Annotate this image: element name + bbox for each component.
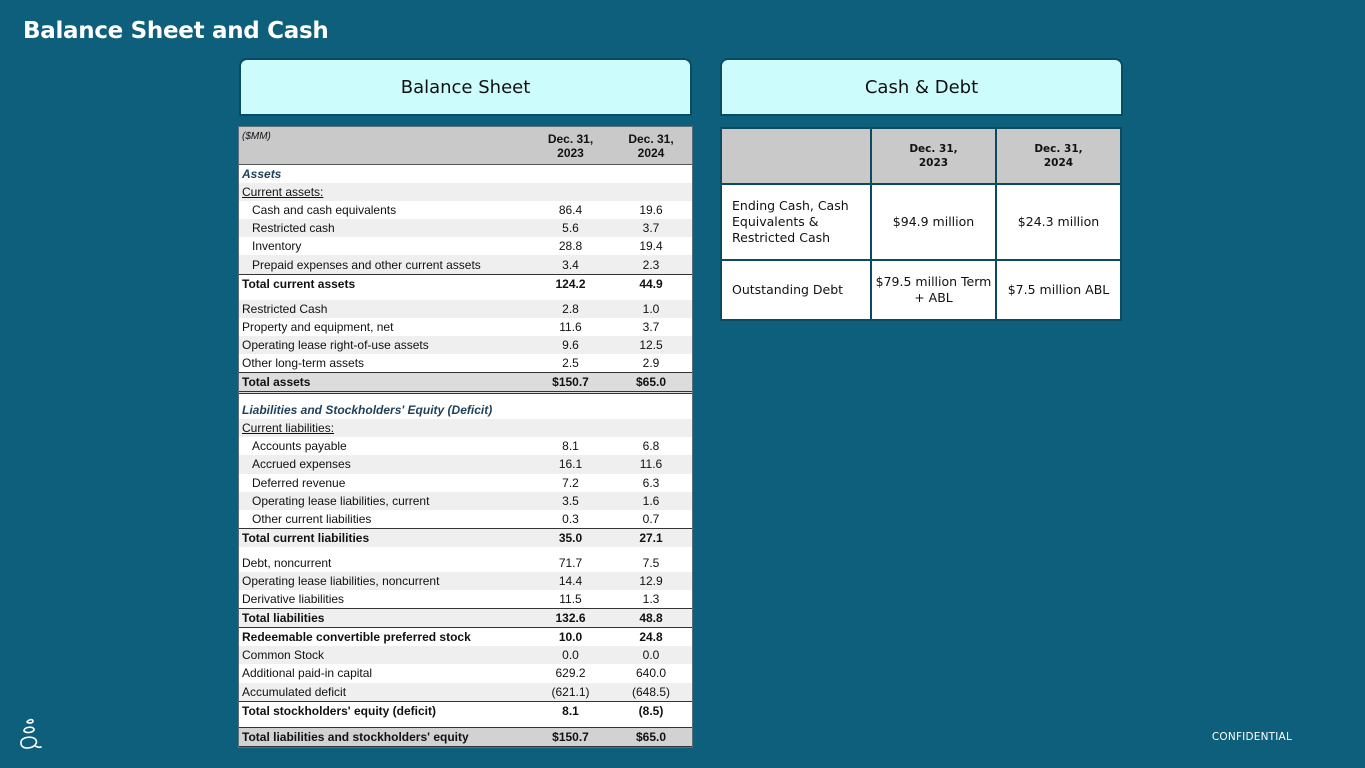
- confidential-label: CONFIDENTIAL: [1211, 731, 1292, 743]
- table-row: [721, 184, 1121, 260]
- value-2023: 3.4: [531, 255, 610, 274]
- table-row: [239, 419, 692, 437]
- table-row: [239, 201, 692, 219]
- value-2023: 124.2: [531, 274, 610, 293]
- value-2024: 12.9: [610, 572, 692, 590]
- value-2023: 71.7: [558, 555, 583, 570]
- row-label: Outstanding Debt: [721, 260, 871, 320]
- value-2024: $7.5 million ABL: [996, 260, 1121, 320]
- total-row: [239, 373, 692, 393]
- cash-debt-table: [720, 127, 1122, 321]
- stacked-stones-logo-icon: [17, 716, 43, 752]
- column-header-2024: Dec. 31, 2024: [996, 128, 1121, 184]
- row-label-text: Operating lease liabilities, current: [252, 493, 430, 508]
- row-label-text: Total stockholders' equity (deficit): [242, 703, 436, 718]
- value-2023: 132.6: [531, 609, 610, 628]
- row-label-text: Other long-term assets: [242, 355, 365, 370]
- row-label: [239, 646, 531, 664]
- value-2024: 2.3: [610, 255, 692, 274]
- row-label: [239, 727, 531, 746]
- empty-header-cell: [721, 128, 871, 184]
- table-row: [239, 492, 692, 510]
- row-label-text: Common Stock: [242, 648, 325, 663]
- cash-debt-header-row: [721, 128, 1121, 184]
- row-label: [239, 318, 531, 336]
- row-label: [239, 373, 531, 393]
- table-row: [239, 455, 692, 473]
- table-row: [239, 646, 692, 664]
- table-row: [239, 300, 692, 318]
- value-2024: (8.5): [610, 701, 692, 720]
- value-2024: [610, 183, 692, 201]
- value-2024: 27.1: [610, 528, 692, 547]
- table-row: [239, 683, 692, 702]
- row-label: [239, 590, 531, 609]
- value-2023: 11.6: [559, 319, 582, 334]
- table-row: [239, 237, 692, 255]
- row-label-text: Debt, noncurrent: [242, 555, 332, 570]
- value-2024: 6.3: [642, 475, 660, 490]
- row-label-text: Operating lease right-of-use assets: [242, 337, 429, 352]
- total-row: [239, 727, 692, 746]
- value-2024: 3.7: [642, 319, 660, 334]
- column-header-2023: Dec. 31, 2023: [531, 127, 610, 165]
- row-label-text: Total current liabilities: [242, 530, 370, 545]
- value-2023: 28.8: [558, 239, 583, 254]
- row-label-text: Prepaid expenses and other current assets: [252, 257, 481, 272]
- row-label: [239, 237, 531, 255]
- value-2023: [531, 401, 610, 419]
- row-label-text: Cash and cash equivalents: [252, 203, 397, 218]
- value-2024: 2.9: [642, 355, 660, 370]
- column-header-2023: Dec. 31, 2023: [871, 128, 996, 184]
- total-row: [239, 274, 692, 293]
- value-2024: 12.5: [610, 336, 692, 354]
- value-2023: 0.0: [531, 646, 610, 664]
- row-label: [239, 474, 531, 492]
- row-label-text: Restricted cash: [252, 221, 335, 236]
- row-label-text: Other current liabilities: [252, 511, 372, 526]
- value-2023: 16.1: [531, 455, 610, 473]
- row-label: [239, 510, 531, 529]
- value-2024: [610, 419, 692, 437]
- row-label: [239, 165, 531, 184]
- value-2023: 14.4: [531, 572, 610, 590]
- row-label: Ending Cash, Cash Equivalents & Restricted Cash: [721, 184, 871, 260]
- row-label: [239, 437, 531, 455]
- cash-debt-header: Cash & Debt: [720, 58, 1123, 116]
- balance-sheet-header-row: [239, 127, 692, 165]
- row-label: [239, 628, 531, 647]
- table-row: [239, 354, 692, 373]
- value-2024: [610, 165, 692, 184]
- row-label: [239, 219, 531, 237]
- value-2023: (621.1): [531, 683, 610, 702]
- row-label: [239, 354, 531, 373]
- row-label: [239, 274, 531, 293]
- row-label-text: Current liabilities:: [242, 421, 335, 436]
- table-row: [239, 318, 692, 336]
- table-row: [239, 664, 692, 682]
- value-2024: 44.9: [610, 274, 692, 293]
- value-2024: 640.0: [635, 666, 667, 681]
- value-2023: [531, 183, 610, 201]
- value-2023: 86.4: [558, 203, 583, 218]
- table-row: [239, 255, 692, 274]
- total-row: [239, 701, 692, 720]
- row-label-text: Accumulated deficit: [242, 684, 347, 699]
- value-2024: 1.6: [610, 492, 692, 510]
- total-row: [239, 528, 692, 547]
- row-label-text: Additional paid-in capital: [242, 666, 373, 681]
- row-label: [239, 528, 531, 547]
- value-2024: (648.5): [610, 683, 692, 702]
- unit-label: ($MM): [239, 127, 531, 165]
- row-label: [239, 300, 531, 318]
- table-row: [239, 572, 692, 590]
- row-label-text: Accrued expenses: [252, 457, 351, 472]
- value-2024: 0.0: [610, 646, 692, 664]
- value-2023: $79.5 million Term + ABL: [871, 260, 996, 320]
- row-label: [239, 183, 531, 201]
- value-2024: 1.3: [642, 592, 660, 607]
- section-row: [239, 401, 692, 419]
- column-header-2024: Dec. 31, 2024: [610, 127, 692, 165]
- value-2023: 7.2: [562, 475, 579, 490]
- value-2023: 8.1: [531, 701, 610, 720]
- row-label-text: Total current assets: [242, 276, 356, 291]
- table-row: [239, 219, 692, 237]
- row-label-text: Accounts payable: [252, 439, 347, 454]
- value-2024: 3.7: [610, 219, 692, 237]
- row-label-text: Deferred revenue: [252, 475, 346, 490]
- spacer-row: [239, 293, 692, 300]
- row-label: [239, 683, 531, 702]
- value-2023: 9.6: [531, 336, 610, 354]
- value-2024: $65.0: [610, 727, 692, 746]
- spacer-cell: [239, 293, 692, 300]
- value-2024: 1.0: [610, 300, 692, 318]
- spacer-cell: [239, 393, 692, 402]
- row-label: [239, 401, 531, 419]
- row-label-text: Inventory: [252, 239, 302, 254]
- table-row: [239, 628, 692, 647]
- table-row: [239, 474, 692, 492]
- value-2024: 48.8: [610, 609, 692, 628]
- row-label: [239, 336, 531, 354]
- value-2023: $94.9 million: [871, 184, 996, 260]
- row-label: [239, 492, 531, 510]
- value-2024: $24.3 million: [996, 184, 1121, 260]
- value-2023: [531, 165, 610, 184]
- value-2024: 24.8: [610, 628, 692, 647]
- spacer-cell: [239, 720, 692, 728]
- section-row: [239, 165, 692, 184]
- value-2023: 2.5: [562, 355, 579, 370]
- row-label-text: Liabilities and Stockholders' Equity (Deficit): [242, 403, 493, 418]
- row-label: [239, 701, 531, 720]
- row-label: [239, 419, 531, 437]
- row-label: [239, 455, 531, 473]
- value-2024: 6.8: [642, 439, 660, 454]
- balance-sheet-table: [239, 127, 692, 747]
- table-row: [239, 554, 692, 572]
- table-row: [721, 260, 1121, 320]
- row-label: [239, 664, 531, 682]
- row-label-text: Operating lease liabilities, noncurrent: [242, 574, 440, 589]
- value-2023: 3.5: [531, 492, 610, 510]
- table-row: [239, 510, 692, 529]
- value-2023: 11.5: [559, 592, 582, 607]
- row-label-text: Property and equipment, net: [242, 319, 394, 334]
- value-2024: 7.5: [642, 555, 660, 570]
- value-2023: $150.7: [531, 727, 610, 746]
- value-2023: 35.0: [531, 528, 610, 547]
- spacer-row: [239, 393, 692, 402]
- table-row: [239, 183, 692, 201]
- row-label: [239, 255, 531, 274]
- table-row: [239, 437, 692, 455]
- row-label-text: Current assets:: [242, 185, 324, 200]
- value-2024: 19.6: [639, 203, 663, 218]
- page-title: Balance Sheet and Cash: [23, 18, 329, 44]
- spacer-row: [239, 720, 692, 728]
- balance-sheet-header: Balance Sheet: [239, 58, 692, 116]
- row-label-text: Restricted Cash: [242, 301, 328, 316]
- row-label: [239, 201, 531, 219]
- row-label-text: Total liabilities and stockholders' equity: [242, 729, 469, 744]
- table-row: [239, 590, 692, 609]
- row-label-text: Derivative liabilities: [242, 592, 345, 607]
- row-label: [239, 554, 531, 572]
- row-label: [239, 572, 531, 590]
- value-2023: 8.1: [562, 439, 579, 454]
- spacer-row: [239, 547, 692, 554]
- value-2024: $65.0: [610, 373, 692, 393]
- value-2024: 19.4: [639, 239, 663, 254]
- value-2023: 5.6: [531, 219, 610, 237]
- total-row: [239, 609, 692, 628]
- value-2023: 10.0: [531, 628, 610, 647]
- value-2023: 629.2: [555, 666, 586, 681]
- row-label-text: Total liabilities: [242, 611, 325, 626]
- value-2024: 0.7: [642, 511, 660, 526]
- row-label-text: Assets: [242, 167, 282, 182]
- value-2024: [610, 401, 692, 419]
- row-label: [239, 609, 531, 628]
- row-label-text: Total assets: [242, 375, 311, 390]
- value-2023: $150.7: [531, 373, 610, 393]
- value-2023: [531, 419, 610, 437]
- row-label-text: Redeemable convertible preferred stock: [242, 630, 471, 645]
- spacer-cell: [239, 547, 692, 554]
- value-2023: 0.3: [562, 511, 579, 526]
- table-row: [239, 336, 692, 354]
- value-2023: 2.8: [531, 300, 610, 318]
- value-2024: 11.6: [610, 455, 692, 473]
